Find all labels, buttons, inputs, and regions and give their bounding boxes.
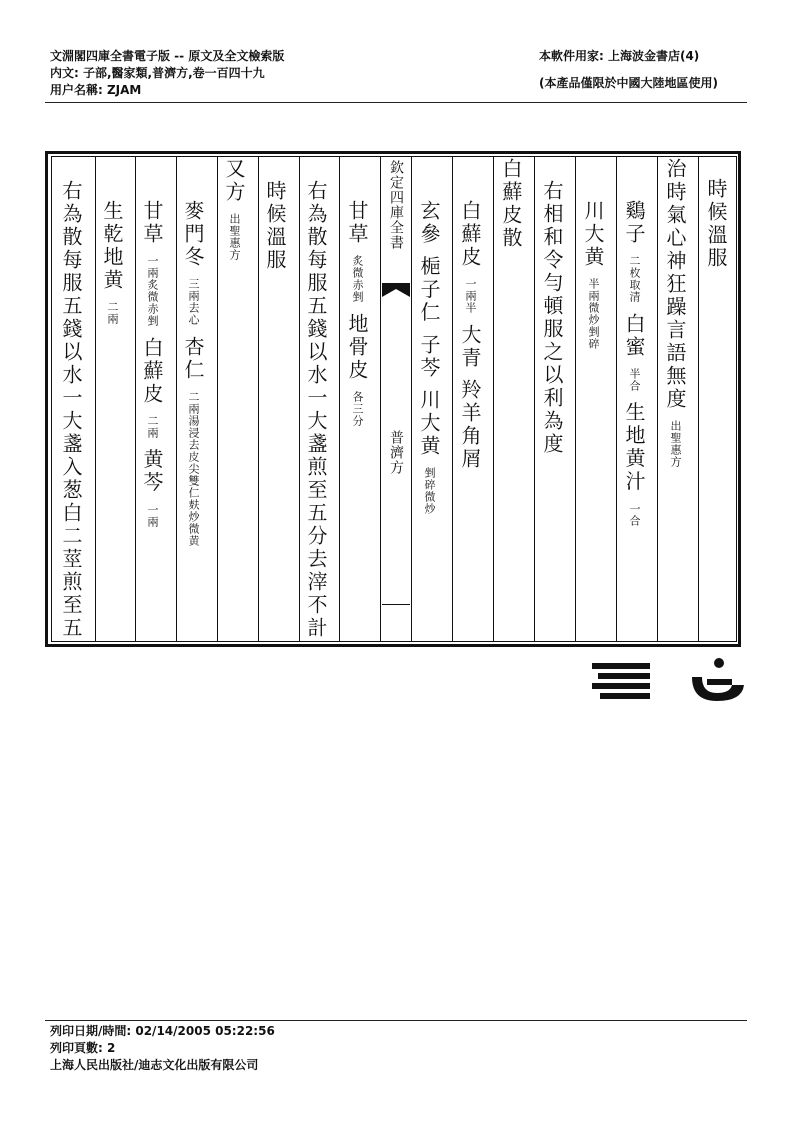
- column-divider: [135, 157, 136, 641]
- column-main-text: 梔子仁: [417, 255, 441, 325]
- column-note: 剉碎微炒: [423, 467, 436, 516]
- banner-rule: [382, 604, 410, 605]
- column-note: 二枚取清: [628, 255, 641, 304]
- column-note: 二兩: [146, 415, 159, 440]
- column-main-text: 甘草: [345, 200, 369, 246]
- column-divider: [657, 157, 658, 641]
- header-right: [539, 48, 718, 92]
- column-divider: [95, 157, 96, 641]
- header-content-path: 内文: 子部,醫家類,普濟方,卷一百四十九: [50, 66, 265, 80]
- column-main-text: 生地黄汁: [622, 401, 646, 494]
- banner-title: 欽定四庫全書: [388, 160, 404, 250]
- column-divider: [698, 157, 699, 641]
- text-column-9: [345, 200, 368, 427]
- column-note: 一兩: [146, 503, 159, 528]
- header-title: 文淵閣四庫全書電子版 -- 原文及全文檢索版: [50, 49, 285, 63]
- print-datetime: 列印日期/時間: 02/14/2005 05:22:56: [50, 1024, 275, 1038]
- column-main-text: 鷄子: [622, 200, 646, 246]
- publisher-credit: 上海人民出版社/迪志文化出版有限公司: [50, 1058, 259, 1072]
- column-note: 半合: [628, 368, 641, 393]
- column-main-text: 白蘚皮散: [499, 158, 523, 250]
- column-note: 二兩湯浸去皮尖雙仁麸炒微黄: [187, 391, 200, 548]
- text-column-14: [140, 200, 163, 528]
- column-note: 一兩炙微赤剉: [146, 255, 159, 328]
- text-column-8: [417, 200, 440, 515]
- header-rule: [45, 102, 747, 103]
- fish-tail-mark: [382, 283, 410, 297]
- text-column-12: [222, 158, 245, 261]
- column-main-text: 右相和令勻頓服之以利為度: [540, 180, 564, 456]
- column-main-text: 黄芩: [140, 448, 164, 495]
- column-note: 出聖惠方: [669, 420, 682, 469]
- column-note: 二兩: [106, 301, 119, 326]
- text-column-13: [181, 200, 204, 547]
- column-main-text: 右為散每服五錢以水一大盞煎至五分去滓不計: [304, 180, 328, 640]
- column-main-text: 白蜜: [622, 312, 646, 359]
- column-main-text: 川大黄: [417, 389, 441, 459]
- column-divider: [176, 157, 177, 641]
- column-divider: [493, 157, 494, 641]
- text-column-6: [499, 158, 522, 250]
- column-main-text: 子芩: [417, 333, 441, 380]
- column-main-text: 生乾地黄: [100, 200, 124, 292]
- column-main-text: 白蘚皮: [140, 336, 164, 406]
- column-note: 一兩半: [464, 278, 477, 315]
- column-divider: [575, 157, 576, 641]
- text-column-16: [59, 180, 82, 640]
- publisher-logo: [592, 655, 747, 705]
- column-main-text: 玄參: [417, 200, 441, 246]
- column-main-text: 甘草: [140, 200, 164, 246]
- header-username: 用户名稱: ZJAM: [50, 83, 142, 97]
- column-main-text: 杏仁: [181, 335, 205, 382]
- footer-rule: [45, 1020, 747, 1021]
- column-note: 半兩微炒剉碎: [587, 278, 600, 351]
- text-column-2: [663, 158, 686, 468]
- column-main-text: 時候溫服: [704, 178, 728, 270]
- text-column-10: [304, 180, 327, 640]
- column-main-text: 右為散每服五錢以水一大盞入葱白二莖煎至五: [59, 180, 83, 640]
- column-divider: [616, 157, 617, 641]
- text-column-15: [100, 200, 123, 325]
- column-divider: [217, 157, 218, 641]
- text-column-1: [704, 178, 727, 270]
- text-column-5: [540, 180, 563, 456]
- text-column-7: [458, 200, 481, 471]
- text-column-11: [263, 180, 286, 272]
- column-main-text: 麥門冬: [181, 200, 205, 269]
- column-note: 三兩去心: [187, 278, 200, 327]
- column-main-text: 川大黄: [581, 200, 605, 269]
- banner-book-title: 普濟方: [388, 430, 404, 475]
- column-main-text: 治時氣心神狂躁言語無度: [663, 158, 687, 411]
- column-main-text: 白蘚皮: [458, 200, 482, 269]
- header-licensee: 本軟件用家: 上海波金書店(4): [539, 49, 700, 63]
- column-note: 各三分: [351, 391, 364, 428]
- column-main-text: 又方: [222, 158, 246, 204]
- column-divider: [258, 157, 259, 641]
- header-left: [50, 48, 284, 99]
- text-column-4: [581, 200, 604, 350]
- footer: [50, 1023, 275, 1074]
- column-divider: [452, 157, 453, 641]
- column-main-text: 羚羊角屑: [458, 379, 482, 472]
- column-main-text: 大青: [458, 323, 482, 370]
- print-page-count: 列印頁數: 2: [50, 1041, 116, 1055]
- column-divider: [380, 157, 381, 641]
- text-column-3: [622, 200, 645, 527]
- column-divider: [534, 157, 535, 641]
- column-note: 一合: [628, 502, 641, 527]
- column-note: 出聖惠方: [228, 213, 241, 262]
- column-main-text: 時候溫服: [263, 180, 287, 272]
- column-main-text: 地骨皮: [345, 312, 369, 382]
- column-divider: [339, 157, 340, 641]
- header-region-note: (本產品僅限於中國大陸地區使用): [539, 76, 718, 90]
- column-divider: [411, 157, 412, 641]
- column-note: 炙微赤剉: [351, 255, 364, 304]
- column-divider: [299, 157, 300, 641]
